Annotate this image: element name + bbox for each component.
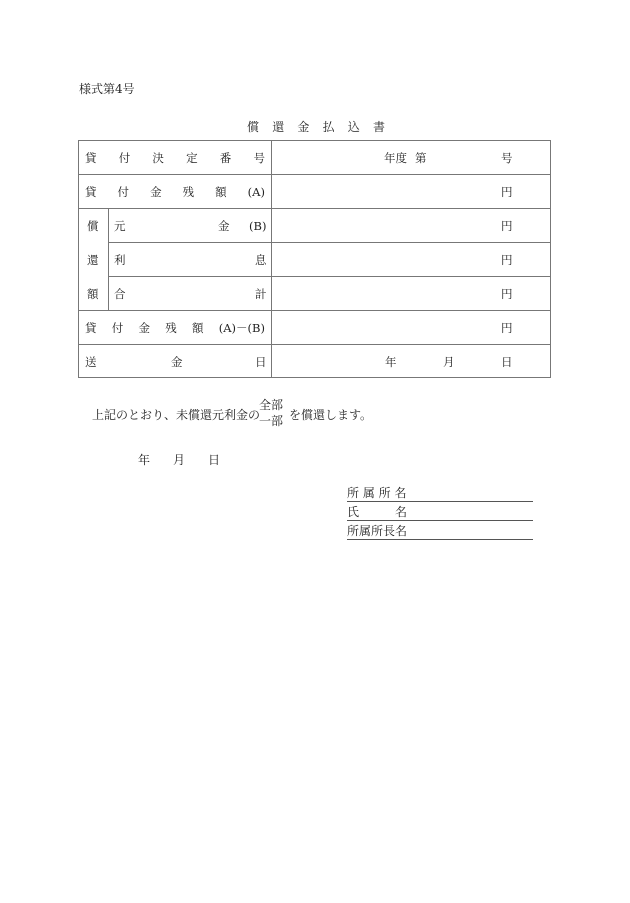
title-char: 還	[272, 120, 285, 134]
label-remaining-balance: 貸 付 金 残 額 (A)－(B)	[85, 321, 265, 335]
label-remittance-date-char: 日	[255, 355, 267, 369]
label-interest: 利	[114, 253, 126, 267]
title-char: 償	[247, 120, 260, 134]
title-char: 払	[322, 120, 335, 134]
title-char: 金	[297, 120, 310, 134]
option-part[interactable]: 一部	[259, 414, 284, 428]
label-remittance-date: 送	[85, 355, 97, 369]
total-field[interactable]	[272, 277, 550, 310]
label-total-char: 計	[255, 287, 267, 301]
principal-b-field[interactable]	[272, 209, 550, 242]
group-label-char: 償	[87, 219, 99, 233]
name-field[interactable]	[347, 505, 533, 521]
title-char: 書	[372, 120, 385, 134]
label-principal-mark: (B)	[249, 219, 267, 233]
value-month: 月	[443, 355, 455, 369]
label-total: 合	[114, 287, 126, 301]
label-remittance-date-char: 金	[171, 355, 183, 369]
form-number: 様式第4号	[79, 82, 135, 96]
label-principal: 元	[114, 219, 126, 233]
unit-yen: 円	[501, 185, 513, 199]
head-name-label: 所属所長名	[347, 524, 408, 538]
repayment-table	[78, 140, 551, 378]
value-fiscal-year: 年度	[384, 151, 407, 165]
unit-yen: 円	[501, 287, 513, 301]
label-loan-balance-a: 貸 付 金 残 額 (A)	[85, 185, 265, 199]
value-number-prefix: 第	[415, 151, 427, 165]
group-divider	[108, 208, 109, 310]
value-year: 年	[385, 355, 397, 369]
document-title	[247, 118, 387, 135]
label-principal-char: 金	[218, 219, 230, 233]
loan-balance-a-field[interactable]	[272, 175, 550, 208]
group-label-char: 還	[87, 253, 99, 267]
date-month: 月	[173, 453, 186, 467]
title-char: 込	[347, 120, 360, 134]
unit-yen: 円	[501, 321, 513, 335]
value-day: 日	[501, 355, 513, 369]
label-interest-char: 息	[255, 253, 267, 267]
head-name-field[interactable]	[347, 524, 533, 540]
name-label: 氏 名	[347, 505, 408, 519]
option-all[interactable]: 全部	[259, 398, 284, 412]
date-year: 年	[138, 453, 151, 467]
statement-suffix: を償還します。	[289, 408, 373, 422]
affiliation-label: 所 属 所 名	[347, 486, 407, 500]
affiliation-field[interactable]	[347, 486, 533, 502]
remittance-date-field[interactable]	[272, 345, 550, 377]
loan-decision-number-field[interactable]	[272, 141, 550, 174]
value-number-suffix: 号	[501, 151, 513, 165]
statement-prefix: 上記のとおり、未償還元利金の	[92, 408, 261, 422]
interest-field[interactable]	[272, 243, 550, 276]
repayment-scope-options	[259, 397, 283, 429]
date-day: 日	[208, 453, 221, 467]
unit-yen: 円	[501, 253, 513, 267]
remaining-balance-field[interactable]	[272, 311, 550, 344]
label-loan-decision-number: 貸 付 決 定 番 号	[85, 151, 265, 165]
group-label-char: 額	[87, 287, 99, 301]
unit-yen: 円	[501, 219, 513, 233]
